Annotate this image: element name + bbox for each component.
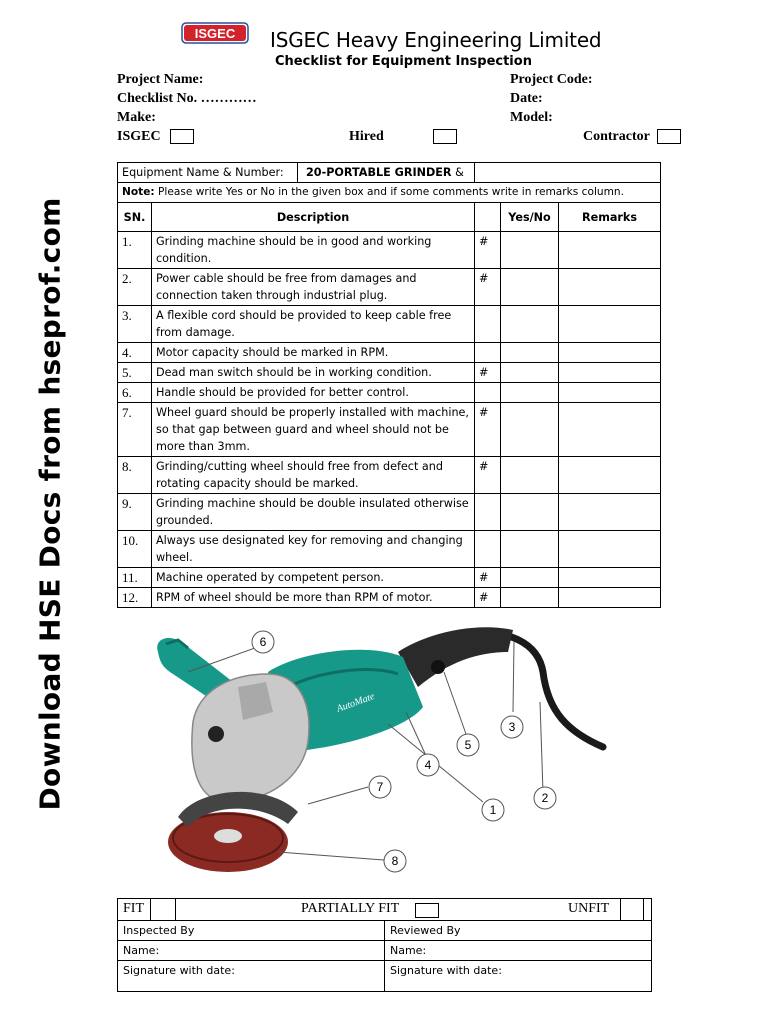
project-name-label: Project Name: — [117, 72, 204, 87]
item-yesno-field[interactable] — [501, 403, 559, 457]
partially-fit-checkbox[interactable] — [415, 903, 439, 918]
svg-text:1: 1 — [489, 803, 497, 817]
item-sn: 9. — [118, 494, 152, 531]
item-mark: # — [475, 457, 501, 494]
item-yesno-field[interactable] — [501, 343, 559, 363]
item-description: Wheel guard should be properly installed with machine, so that gap between guard and wheel should not be more than 3mm. — [152, 403, 475, 457]
svg-text:8: 8 — [391, 854, 399, 868]
checklist-row — [118, 588, 661, 608]
fitness-row — [118, 899, 652, 921]
item-mark — [475, 531, 501, 568]
owner-isgec — [117, 129, 194, 145]
item-remarks-field[interactable] — [559, 383, 661, 403]
checklist-table — [117, 162, 661, 608]
callout-5 — [457, 734, 479, 756]
item-description: Grinding/cutting wheel should free from defect and rotating capacity should be marked. — [152, 457, 475, 494]
unfit-checkbox[interactable] — [620, 899, 644, 920]
callout-8 — [384, 850, 406, 872]
equipment-label: Equipment Name & Number: — [118, 163, 298, 182]
inspected-reviewed-row — [118, 921, 652, 941]
item-mark: # — [475, 403, 501, 457]
item-mark — [475, 306, 501, 343]
item-remarks-field[interactable] — [559, 531, 661, 568]
checklist-row — [118, 232, 661, 269]
item-description: Handle should be provided for better control. — [152, 383, 475, 403]
item-yesno-field[interactable] — [501, 457, 559, 494]
checklist-row — [118, 363, 661, 383]
item-description: Machine operated by competent person. — [152, 568, 475, 588]
item-mark: # — [475, 269, 501, 306]
item-remarks-field[interactable] — [559, 306, 661, 343]
callout-3 — [501, 716, 523, 738]
item-mark — [475, 343, 501, 363]
wheel-guard-and-disc — [168, 792, 298, 872]
item-sn: 2. — [118, 269, 152, 306]
item-yesno-field[interactable] — [501, 494, 559, 531]
unfit-label: UNFIT — [568, 901, 610, 916]
date-label: Date: — [510, 91, 543, 106]
item-description: Grinding machine should be in good and working condition. — [152, 232, 475, 269]
note-label: Note: — [122, 186, 155, 198]
item-sn: 6. — [118, 383, 152, 403]
item-description: Grinding machine should be double insulated otherwise grounded. — [152, 494, 475, 531]
checklist-row — [118, 494, 661, 531]
item-sn: 7. — [118, 403, 152, 457]
item-remarks-field[interactable] — [559, 343, 661, 363]
checklist-no-label: Checklist No. ………… — [117, 91, 257, 106]
checklist-row — [118, 343, 661, 363]
callout-6 — [252, 631, 274, 653]
checklist-row — [118, 403, 661, 457]
fit-label: FIT — [123, 901, 144, 916]
rear-handle — [398, 627, 513, 687]
item-mark: # — [475, 363, 501, 383]
fit-checkbox[interactable] — [150, 899, 176, 920]
checklist-row — [118, 269, 661, 306]
contractor-checkbox[interactable] — [657, 129, 681, 144]
inspector-name-field[interactable]: Name: — [118, 941, 385, 961]
hired-checkbox[interactable] — [433, 129, 457, 144]
item-yesno-field[interactable] — [501, 588, 559, 608]
header-row — [118, 203, 661, 232]
equipment-value-bold: 20-PORTABLE GRINDER — [306, 166, 452, 179]
owner-hired-label: Hired — [349, 129, 384, 144]
signature-row — [118, 961, 652, 992]
tool-brand: AutoMate — [335, 690, 377, 715]
reviewed-by-label: Reviewed By — [385, 921, 652, 941]
checklist-row — [118, 383, 661, 403]
item-remarks-field[interactable] — [559, 403, 661, 457]
item-description: Always use designated key for removing and changing wheel. — [152, 531, 475, 568]
svg-text:2: 2 — [541, 791, 549, 805]
inspected-by-label: Inspected By — [118, 921, 385, 941]
item-mark — [475, 383, 501, 403]
gear-head — [192, 674, 309, 802]
owner-hired — [349, 129, 457, 145]
signature-table — [117, 898, 652, 992]
item-remarks-field[interactable] — [559, 232, 661, 269]
checklist-row — [118, 306, 661, 343]
owner-contractor-label: Contractor — [583, 129, 650, 144]
item-sn: 5. — [118, 363, 152, 383]
col-header-remarks: Remarks — [559, 203, 661, 232]
reviewer-signature-field[interactable]: Signature with date: — [385, 961, 652, 992]
note-row — [118, 183, 661, 203]
checklist-row — [118, 531, 661, 568]
checklist-row — [118, 457, 661, 494]
item-description: Power cable should be free from damages and connection taken through industrial plug. — [152, 269, 475, 306]
partially-fit-label: PARTIALLY FIT — [301, 901, 400, 916]
reviewer-name-field[interactable]: Name: — [385, 941, 652, 961]
logo-text: ISGEC — [194, 26, 236, 41]
item-sn: 3. — [118, 306, 152, 343]
item-description: Dead man switch should be in working condition. — [152, 363, 475, 383]
item-yesno-field[interactable] — [501, 306, 559, 343]
col-header-yesno: Yes/No — [501, 203, 559, 232]
document-title: Checklist for Equipment Inspection — [275, 54, 532, 69]
note-text: Please write Yes or No in the given box and if some comments write in remarks column. — [154, 186, 625, 198]
svg-text:3: 3 — [508, 720, 516, 734]
isgec-logo — [181, 22, 249, 44]
item-remarks-field[interactable] — [559, 494, 661, 531]
item-yesno-field[interactable] — [501, 531, 559, 568]
checklist-row — [118, 568, 661, 588]
item-yesno-field[interactable] — [501, 363, 559, 383]
item-yesno-field[interactable] — [501, 568, 559, 588]
item-sn: 8. — [118, 457, 152, 494]
item-remarks-field[interactable] — [559, 269, 661, 306]
item-description: RPM of wheel should be more than RPM of motor. — [152, 588, 475, 608]
item-sn: 1. — [118, 232, 152, 269]
item-mark: # — [475, 232, 501, 269]
inspector-signature-field[interactable]: Signature with date: — [118, 961, 385, 992]
callout-7 — [369, 776, 391, 798]
make-label: Make: — [117, 110, 156, 125]
svg-text:5: 5 — [464, 738, 472, 752]
owner-contractor — [583, 129, 681, 145]
note — [118, 183, 661, 203]
item-description: A flexible cord should be provided to keep cable free from damage. — [152, 306, 475, 343]
equipment-value-rest: & — [451, 166, 464, 179]
equipment-row — [118, 163, 661, 183]
equipment-value — [298, 163, 475, 182]
item-remarks-field[interactable] — [559, 588, 661, 608]
spindle-lock — [208, 726, 224, 742]
project-code-label: Project Code: — [510, 72, 593, 87]
item-sn: 11. — [118, 568, 152, 588]
col-header-description: Description — [152, 203, 475, 232]
item-sn: 12. — [118, 588, 152, 608]
model-label: Model: — [510, 110, 553, 125]
item-mark: # — [475, 588, 501, 608]
name-row — [118, 941, 652, 961]
owner-isgec-label: ISGEC — [117, 129, 161, 144]
callout-4 — [417, 754, 439, 776]
item-yesno-field[interactable] — [501, 269, 559, 306]
callout-2 — [534, 787, 556, 809]
watermark-text: Download HSE Docs from hseprof.com — [33, 197, 67, 811]
svg-text:7: 7 — [376, 780, 384, 794]
col-header-sn: SN. — [118, 203, 152, 232]
item-remarks-field[interactable] — [559, 363, 661, 383]
item-mark: # — [475, 568, 501, 588]
item-description: Motor capacity should be marked in RPM. — [152, 343, 475, 363]
item-yesno-field[interactable] — [501, 383, 559, 403]
svg-text:4: 4 — [424, 758, 432, 772]
item-mark — [475, 494, 501, 531]
switch-button — [431, 660, 445, 674]
callout-1 — [482, 799, 504, 821]
item-remarks-field[interactable] — [559, 568, 661, 588]
svg-text:6: 6 — [259, 635, 267, 649]
item-remarks-field[interactable] — [559, 457, 661, 494]
isgec-checkbox[interactable] — [170, 129, 194, 144]
item-sn: 4. — [118, 343, 152, 363]
item-yesno-field[interactable] — [501, 232, 559, 269]
company-name: ISGEC Heavy Engineering Limited — [270, 28, 602, 52]
item-sn: 10. — [118, 531, 152, 568]
grinder-illustration — [148, 612, 618, 890]
